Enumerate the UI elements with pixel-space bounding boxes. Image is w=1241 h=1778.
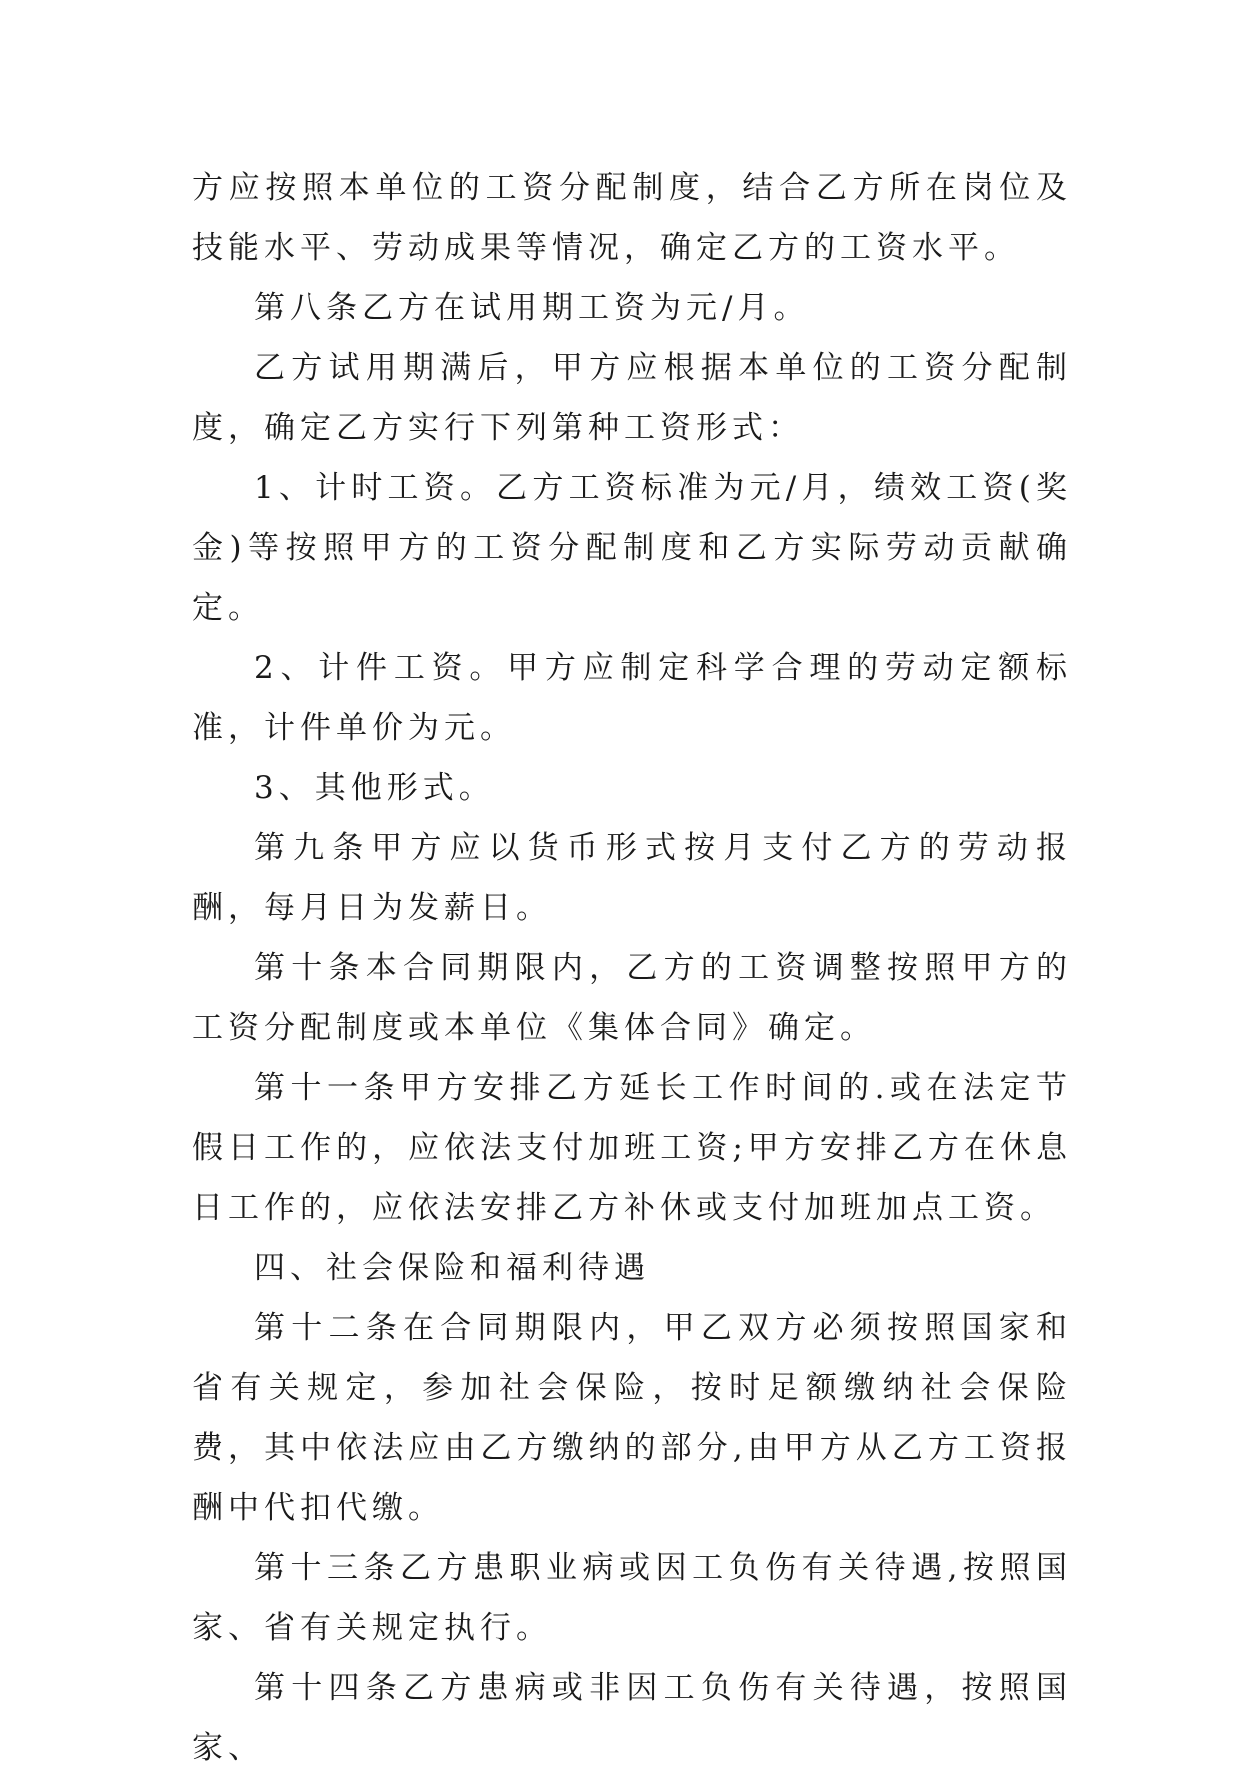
document-body	[192, 158, 1072, 1778]
paragraph-article-13: 第十三条乙方患职业病或因工负伤有关待遇,按照国家、省有关规定执行。	[192, 1550, 1072, 1646]
paragraph-article-9: 第九条甲方应以货币形式按月支付乙方的劳动报酬，每月日为发薪日。	[192, 830, 1072, 926]
paragraph-wage-system-continued: 方应按照本单位的工资分配制度，结合乙方所在岗位及技能水平、劳动成果等情况，确定乙方的工资水平。	[192, 170, 1072, 266]
paragraph-article-10: 第十条本合同期限内，乙方的工资调整按照甲方的工资分配制度或本单位《集体合同》确定。	[192, 950, 1072, 1046]
paragraph-article-8: 第八条乙方在试用期工资为元/月。	[254, 290, 810, 326]
paragraph-article-12: 第十二条在合同期限内，甲乙双方必须按照国家和省有关规定，参加社会保险，按时足额缴纳社会保险费，其中依法应由乙方缴纳的部分,由甲方从乙方工资报酬中代扣代缴。	[192, 1310, 1072, 1526]
paragraph-after-probation: 乙方试用期满后，甲方应根据本单位的工资分配制度，确定乙方实行下列第种工资形式：	[192, 350, 1072, 446]
paragraph-article-14: 第十四条乙方患病或非因工负伤有关待遇，按照国家、	[192, 1670, 1072, 1766]
paragraph-other-forms: 3、其他形式。	[254, 770, 495, 806]
paragraph-piece-wage: 2、计件工资。甲方应制定科学合理的劳动定额标准，计件单价为元。	[192, 650, 1072, 746]
paragraph-article-11: 第十一条甲方安排乙方延长工作时间的.或在法定节假日工作的，应依法支付加班工资;甲方安排乙方在休息日工作的，应依法安排乙方补休或支付加班加点工资。	[192, 1070, 1072, 1226]
section-heading-social-insurance: 四、社会保险和福利待遇	[254, 1250, 650, 1286]
paragraph-hourly-wage: 1、计时工资。乙方工资标准为元/月，绩效工资(奖金)等按照甲方的工资分配制度和乙方实际劳动贡献确定。	[192, 470, 1072, 626]
